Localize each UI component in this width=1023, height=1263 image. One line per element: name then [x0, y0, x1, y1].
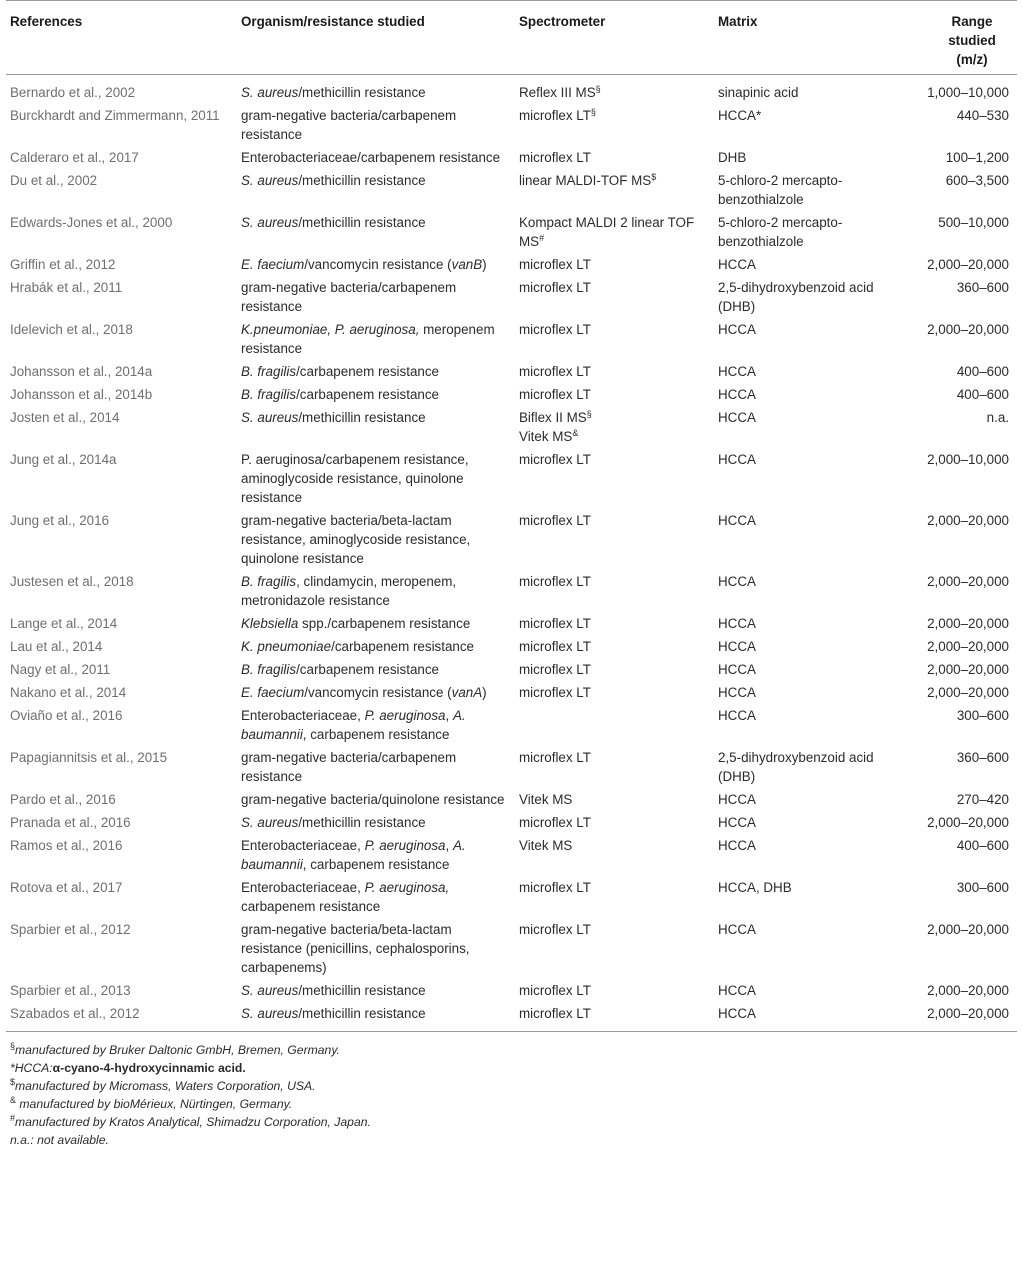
organism-name: A. baumannii: [241, 708, 466, 742]
organism-name: S. aureus: [241, 815, 299, 830]
organism-name: B. fragilis: [241, 364, 297, 379]
cell-range: 2,000–20,000: [927, 574, 1009, 589]
table-row: [6, 252, 1017, 275]
footnotes: [6, 1032, 1017, 1149]
cell-matrix: HCCA: [718, 792, 756, 807]
cell-reference: Burckhardt and Zimmermann, 2011: [10, 108, 220, 123]
cell-matrix: HCCA: [718, 513, 756, 528]
cell-spectrometer: [515, 252, 714, 275]
cell-reference: Pardo et al., 2016: [10, 792, 116, 807]
organism-text: carbapenem resistance: [241, 899, 381, 914]
spectrometer-name: microflex LT: [519, 257, 591, 272]
cell-reference: Calderaro et al., 2017: [10, 150, 139, 165]
table-row: [6, 611, 1017, 634]
cell-matrix: HCCA: [718, 838, 756, 853]
spectrometer-name: microflex LT: [519, 815, 591, 830]
spectrometer-name: microflex LT: [519, 616, 591, 631]
cell-spectrometer: [515, 810, 714, 833]
organism-name: Klebsiella: [241, 616, 299, 631]
cell-reference: Bernardo et al., 2002: [10, 85, 136, 100]
cell-matrix: HCCA: [718, 364, 756, 379]
cell-range: 2,000–20,000: [904, 1001, 1017, 1032]
organism-text: /methicillin resistance: [298, 85, 426, 100]
footnote-marker: §: [595, 84, 601, 94]
cell-organism: [237, 703, 515, 745]
header-spectrometer: Spectrometer: [515, 1, 714, 75]
spectrometer-name: Reflex III MS: [519, 85, 596, 100]
organism-text: /carbapenem resistance: [296, 364, 439, 379]
cell-range: n.a.: [986, 410, 1009, 425]
cell-spectrometer: [515, 703, 714, 745]
cell-range: 1,000–10,000: [927, 85, 1009, 100]
spectrometer-name: microflex LT: [519, 108, 591, 123]
table-row: [6, 833, 1017, 875]
footnote-marker: $: [651, 172, 657, 182]
footnote-text: *HCCA:: [10, 1061, 53, 1075]
cell-matrix: 5-chloro-2 mercapto-benzothialzole: [718, 173, 843, 207]
cell-organism: [237, 680, 515, 703]
cell-range: 2,000–20,000: [927, 685, 1009, 700]
cell-spectrometer: [515, 405, 714, 447]
cell-reference: Nagy et al., 2011: [10, 662, 111, 677]
cell-organism: [237, 611, 515, 634]
header-range-label: Range studied (m/z): [948, 14, 996, 67]
table-row: [6, 359, 1017, 382]
table-row: [6, 680, 1017, 703]
footnote-marker: §: [590, 107, 596, 117]
cell-spectrometer: [515, 145, 714, 168]
cell-matrix: HCCA: [718, 257, 756, 272]
cell-range: 2,000–20,000: [927, 639, 1009, 654]
cell-spectrometer: [515, 978, 714, 1001]
cell-reference: Sparbier et al., 2012: [10, 922, 131, 937]
footnote-bold-text: α-cyano-4-hydroxycinnamic acid.: [52, 1061, 246, 1075]
footnote-symbol: &: [10, 1095, 17, 1105]
table-row: [6, 657, 1017, 680]
footnote-marker: #: [539, 233, 545, 243]
spectrometer-name: microflex LT: [519, 1006, 591, 1021]
cell-matrix: 2,5-dihydroxybenzoid acid (DHB): [718, 750, 874, 784]
footnote-line: [10, 1095, 1013, 1113]
organism-text: , clindamycin, meropenem, metronidazole resistance: [241, 574, 457, 608]
cell-reference: Pranada et al., 2016: [10, 815, 131, 830]
cell-reference: Jung et al., 2014a: [10, 452, 117, 467]
spectrometer-name: Biflex II MS: [519, 410, 587, 425]
cell-reference: Sparbier et al., 2013: [10, 983, 131, 998]
spectrometer-name: microflex LT: [519, 513, 591, 528]
organism-text: /carbapenem resistance: [296, 662, 439, 677]
cell-spectrometer: [515, 875, 714, 917]
organism-text: Enterobacteriaceae,: [241, 708, 365, 723]
cell-matrix: HCCA: [718, 574, 756, 589]
cell-range: 360–600: [956, 750, 1009, 765]
organism-text: Enterobacteriaceae,: [241, 838, 365, 853]
cell-reference: Justesen et al., 2018: [10, 574, 134, 589]
organism-name: S. aureus: [241, 215, 299, 230]
cell-spectrometer: [515, 168, 714, 210]
cell-matrix: HCCA: [718, 387, 756, 402]
footnote-line: [10, 1059, 1013, 1077]
organism-name: S. aureus: [241, 173, 299, 188]
footnote-text: manufactured by Kratos Analytical, Shimadzu Corporation, Japan.: [15, 1115, 371, 1129]
spectrometer-name: linear MALDI-TOF MS: [519, 173, 652, 188]
cell-organism: [237, 359, 515, 382]
cell-range: 100–1,200: [945, 150, 1009, 165]
organism-text: gram-negative bacteria/carbapenem resistance: [241, 750, 457, 784]
cell-organism: [237, 405, 515, 447]
organism-text: /methicillin resistance: [298, 983, 426, 998]
spectrometer-name: microflex LT: [519, 150, 591, 165]
organism-name: A. baumannii: [241, 838, 466, 872]
cell-reference: Jung et al., 2016: [10, 513, 110, 528]
table-row: [6, 1001, 1017, 1032]
cell-reference: Idelevich et al., 2018: [10, 322, 133, 337]
footnote-text: n.a.: not available.: [10, 1133, 109, 1147]
organism-name: S. aureus: [241, 983, 299, 998]
organism-name: P. aeruginosa: [364, 708, 446, 723]
organism-text: ,: [445, 838, 453, 853]
footnote-marker: &: [572, 428, 579, 438]
footnote-text: manufactured by Micromass, Waters Corporation, USA.: [15, 1079, 316, 1093]
cell-matrix: DHB: [718, 150, 747, 165]
table-row: [6, 917, 1017, 978]
table-body: [6, 75, 1017, 1032]
cell-range: 400–600: [956, 838, 1009, 853]
cell-matrix: HCCA: [718, 922, 756, 937]
cell-spectrometer: [515, 317, 714, 359]
spectrometer-name: microflex LT: [519, 750, 591, 765]
organism-text: P. aeruginosa/carbapenem resistance, aminoglycoside resistance, quinolone resistance: [241, 452, 469, 505]
cell-matrix: HCCA: [718, 662, 756, 677]
footnote-text: manufactured by bioMérieux, Nürtingen, Germany.: [16, 1097, 293, 1111]
cell-organism: [237, 252, 515, 275]
cell-reference: Josten et al., 2014: [10, 410, 120, 425]
cell-organism: [237, 168, 515, 210]
organism-name: S. aureus: [241, 1006, 299, 1021]
organism-name: K. pneumoniae: [241, 639, 332, 654]
table-row: [6, 875, 1017, 917]
cell-reference: Johansson et al., 2014a: [10, 364, 153, 379]
cell-organism: [237, 382, 515, 405]
footnote-symbol: #: [10, 1113, 16, 1123]
table-row: [6, 75, 1017, 104]
cell-spectrometer: [515, 1001, 714, 1032]
organism-text: gram-negative bacteria/carbapenem resistance: [241, 108, 457, 142]
table-row: [6, 405, 1017, 447]
cell-matrix: HCCA: [718, 410, 756, 425]
cell-range: 500–10,000: [938, 215, 1009, 230]
table-row: [6, 210, 1017, 252]
organism-name: P. aeruginosa,: [364, 880, 450, 895]
spectrometer-name: microflex LT: [519, 880, 591, 895]
cell-matrix: HCCA: [718, 452, 756, 467]
spectrometer-name: microflex LT: [519, 452, 591, 467]
table-row: [6, 447, 1017, 508]
table-row: [6, 382, 1017, 405]
table-row: [6, 317, 1017, 359]
cell-matrix: HCCA: [718, 616, 756, 631]
table-row: [6, 703, 1017, 745]
footnote-text: manufactured by Bruker Daltonic GmbH, Bremen, Germany.: [15, 1043, 340, 1057]
cell-reference: Rotova et al., 2017: [10, 880, 123, 895]
cell-spectrometer: [515, 447, 714, 508]
organism-text: gram-negative bacteria/beta-lactam resistance, aminoglycoside resistance, quinolone resistance: [241, 513, 471, 566]
organism-name: B. fragilis: [241, 662, 297, 677]
spectrometer-name: microflex LT: [519, 387, 591, 402]
cell-organism: [237, 833, 515, 875]
organism-name: vanA: [451, 685, 483, 700]
organism-text: /methicillin resistance: [298, 815, 426, 830]
organism-text: ): [482, 685, 487, 700]
cell-spectrometer: [515, 787, 714, 810]
organism-name: S. aureus: [241, 85, 299, 100]
cell-spectrometer: [515, 275, 714, 317]
spectrometer-name: microflex LT: [519, 364, 591, 379]
organism-text: gram-negative bacteria/quinolone resistance: [241, 792, 505, 807]
cell-spectrometer: [515, 382, 714, 405]
organism-text: spp./carbapenem resistance: [298, 616, 471, 631]
spectrometer-name: Vitek MS: [519, 838, 573, 853]
organism-text: , carbapenem resistance: [302, 857, 450, 872]
cell-reference: Ramos et al., 2016: [10, 838, 123, 853]
cell-organism: [237, 787, 515, 810]
table-row: [6, 978, 1017, 1001]
cell-spectrometer: [515, 917, 714, 978]
table-row: [6, 569, 1017, 611]
cell-matrix: HCCA: [718, 639, 756, 654]
cell-range: 440–530: [956, 108, 1009, 123]
cell-spectrometer: [515, 103, 714, 145]
organism-name: E. faecium: [241, 257, 305, 272]
organism-text: Enterobacteriaceae,: [241, 880, 365, 895]
header-range: [904, 1, 1017, 75]
organism-text: Enterobacteriaceae/carbapenem resistance: [241, 150, 501, 165]
organism-text: ,: [445, 708, 453, 723]
cell-spectrometer: [515, 569, 714, 611]
organism-text: /methicillin resistance: [298, 1006, 426, 1021]
organism-text: /vancomycin resistance (: [304, 257, 452, 272]
header-organism: Organism/resistance studied: [237, 1, 515, 75]
organism-name: vanB: [451, 257, 483, 272]
cell-range: 400–600: [956, 387, 1009, 402]
cell-organism: [237, 745, 515, 787]
cell-reference: Szabados et al., 2012: [6, 1001, 237, 1032]
footnote-line: [10, 1113, 1013, 1131]
cell-organism: [237, 810, 515, 833]
cell-reference: Oviaño et al., 2016: [10, 708, 123, 723]
spectrometer-name: microflex LT: [519, 685, 591, 700]
cell-organism: [237, 145, 515, 168]
table-row: [6, 103, 1017, 145]
cell-matrix: HCCA, DHB: [718, 880, 792, 895]
cell-organism: [237, 657, 515, 680]
cell-matrix: HCCA*: [718, 108, 762, 123]
spectrometer-name: Vitek MS: [519, 792, 573, 807]
footnote-line: [10, 1041, 1013, 1059]
cell-reference: Du et al., 2002: [10, 173, 98, 188]
organism-text: ): [482, 257, 487, 272]
header-matrix: Matrix: [714, 1, 904, 75]
table-row: [6, 787, 1017, 810]
table-row: [6, 745, 1017, 787]
spectrometer-name: microflex LT: [519, 322, 591, 337]
spectrometer-name: Kompact MALDI 2 linear TOF MS: [519, 215, 695, 249]
cell-organism: [237, 634, 515, 657]
cell-range: 2,000–20,000: [927, 922, 1009, 937]
header-references: References: [6, 1, 237, 75]
cell-range: 2,000–20,000: [927, 983, 1009, 998]
footnote-symbol: §: [10, 1041, 16, 1051]
cell-range: 600–3,500: [945, 173, 1009, 188]
cell-reference: Hrabák et al., 2011: [10, 280, 123, 295]
cell-organism: [237, 875, 515, 917]
spectrometer-name: microflex LT: [519, 280, 591, 295]
cell-spectrometer: [515, 657, 714, 680]
organism-name: B. fragilis: [241, 574, 297, 589]
cell-organism: [237, 210, 515, 252]
cell-spectrometer: [515, 680, 714, 703]
cell-range: 300–600: [956, 880, 1009, 895]
cell-organism: [237, 569, 515, 611]
cell-reference: Johansson et al., 2014b: [10, 387, 153, 402]
cell-matrix: HCCA: [718, 708, 756, 723]
cell-organism: [237, 978, 515, 1001]
spectrometer-name: microflex LT: [519, 983, 591, 998]
table-row: [6, 145, 1017, 168]
organism-text: gram-negative bacteria/beta-lactam resistance (penicillins, cephalosporins, carbapenems): [241, 922, 470, 975]
cell-reference: Lange et al., 2014: [10, 616, 118, 631]
references-table: [6, 0, 1017, 1032]
header-row: [6, 1, 1017, 75]
organism-text: /methicillin resistance: [298, 410, 426, 425]
cell-range: 2,000–20,000: [927, 513, 1009, 528]
organism-text: gram-negative bacteria/carbapenem resistance: [241, 280, 457, 314]
cell-matrix: HCCA: [718, 322, 756, 337]
table-header: [6, 1, 1017, 75]
cell-range: 2,000–20,000: [927, 815, 1009, 830]
cell-spectrometer: [515, 634, 714, 657]
footnote-line: [10, 1077, 1013, 1095]
cell-organism: [237, 508, 515, 569]
cell-spectrometer: [515, 508, 714, 569]
cell-matrix: sinapinic acid: [718, 85, 799, 100]
table-row: [6, 508, 1017, 569]
organism-text: /methicillin resistance: [298, 173, 426, 188]
table-row: [6, 168, 1017, 210]
cell-organism: [237, 75, 515, 104]
spectrometer-name: microflex LT: [519, 922, 591, 937]
organism-name: B. fragilis: [241, 387, 297, 402]
cell-range: 2,000–20,000: [927, 322, 1009, 337]
organism-text: /methicillin resistance: [298, 215, 426, 230]
footnote-symbol: $: [10, 1077, 16, 1087]
cell-organism: [237, 447, 515, 508]
cell-matrix: HCCA: [714, 1001, 904, 1032]
cell-range: 2,000–20,000: [927, 257, 1009, 272]
cell-spectrometer: [515, 75, 714, 104]
spectrometer-name: microflex LT: [519, 639, 591, 654]
table-row: [6, 810, 1017, 833]
cell-matrix: 2,5-dihydroxybenzoid acid (DHB): [718, 280, 874, 314]
organism-text: , carbapenem resistance: [302, 727, 450, 742]
cell-range: 300–600: [956, 708, 1009, 723]
organism-name: E. faecium: [241, 685, 305, 700]
cell-matrix: HCCA: [718, 685, 756, 700]
cell-spectrometer: [515, 833, 714, 875]
cell-reference: Edwards-Jones et al., 2000: [10, 215, 173, 230]
organism-text: meropenem resistance: [241, 322, 495, 356]
cell-organism: [237, 1001, 515, 1032]
cell-matrix: 5-chloro-2 mercapto-benzothialzole: [718, 215, 843, 249]
table-row: [6, 275, 1017, 317]
cell-organism: [237, 103, 515, 145]
organism-text: /carbapenem resistance: [296, 387, 439, 402]
cell-spectrometer: [515, 210, 714, 252]
organism-name: K.pneumoniae, P. aeruginosa,: [241, 322, 420, 337]
footnote-marker: §: [586, 409, 592, 419]
spectrometer-name: Vitek MS: [519, 429, 573, 444]
cell-organism: [237, 275, 515, 317]
cell-range: 2,000–20,000: [927, 616, 1009, 631]
cell-reference: Griffin et al., 2012: [10, 257, 116, 272]
cell-range: 360–600: [956, 280, 1009, 295]
footnote-line: [10, 1131, 1013, 1149]
cell-reference: Papagiannitsis et al., 2015: [10, 750, 168, 765]
cell-matrix: HCCA: [718, 815, 756, 830]
spectrometer-name: microflex LT: [519, 574, 591, 589]
organism-name: P. aeruginosa: [364, 838, 446, 853]
cell-spectrometer: [515, 611, 714, 634]
organism-name: S. aureus: [241, 410, 299, 425]
cell-spectrometer: [515, 745, 714, 787]
organism-text: /carbapenem resistance: [331, 639, 475, 654]
cell-reference: Nakano et al., 2014: [10, 685, 127, 700]
cell-reference: Lau et al., 2014: [10, 639, 103, 654]
spectrometer-name: microflex LT: [519, 662, 591, 677]
cell-range: 2,000–10,000: [927, 452, 1009, 467]
cell-organism: [237, 317, 515, 359]
organism-text: /vancomycin resistance (: [304, 685, 452, 700]
cell-organism: [237, 917, 515, 978]
cell-spectrometer: [515, 359, 714, 382]
cell-range: 270–420: [956, 792, 1009, 807]
cell-matrix: HCCA: [718, 983, 756, 998]
cell-range: 2,000–20,000: [927, 662, 1009, 677]
table-row: [6, 634, 1017, 657]
cell-range: 400–600: [956, 364, 1009, 379]
